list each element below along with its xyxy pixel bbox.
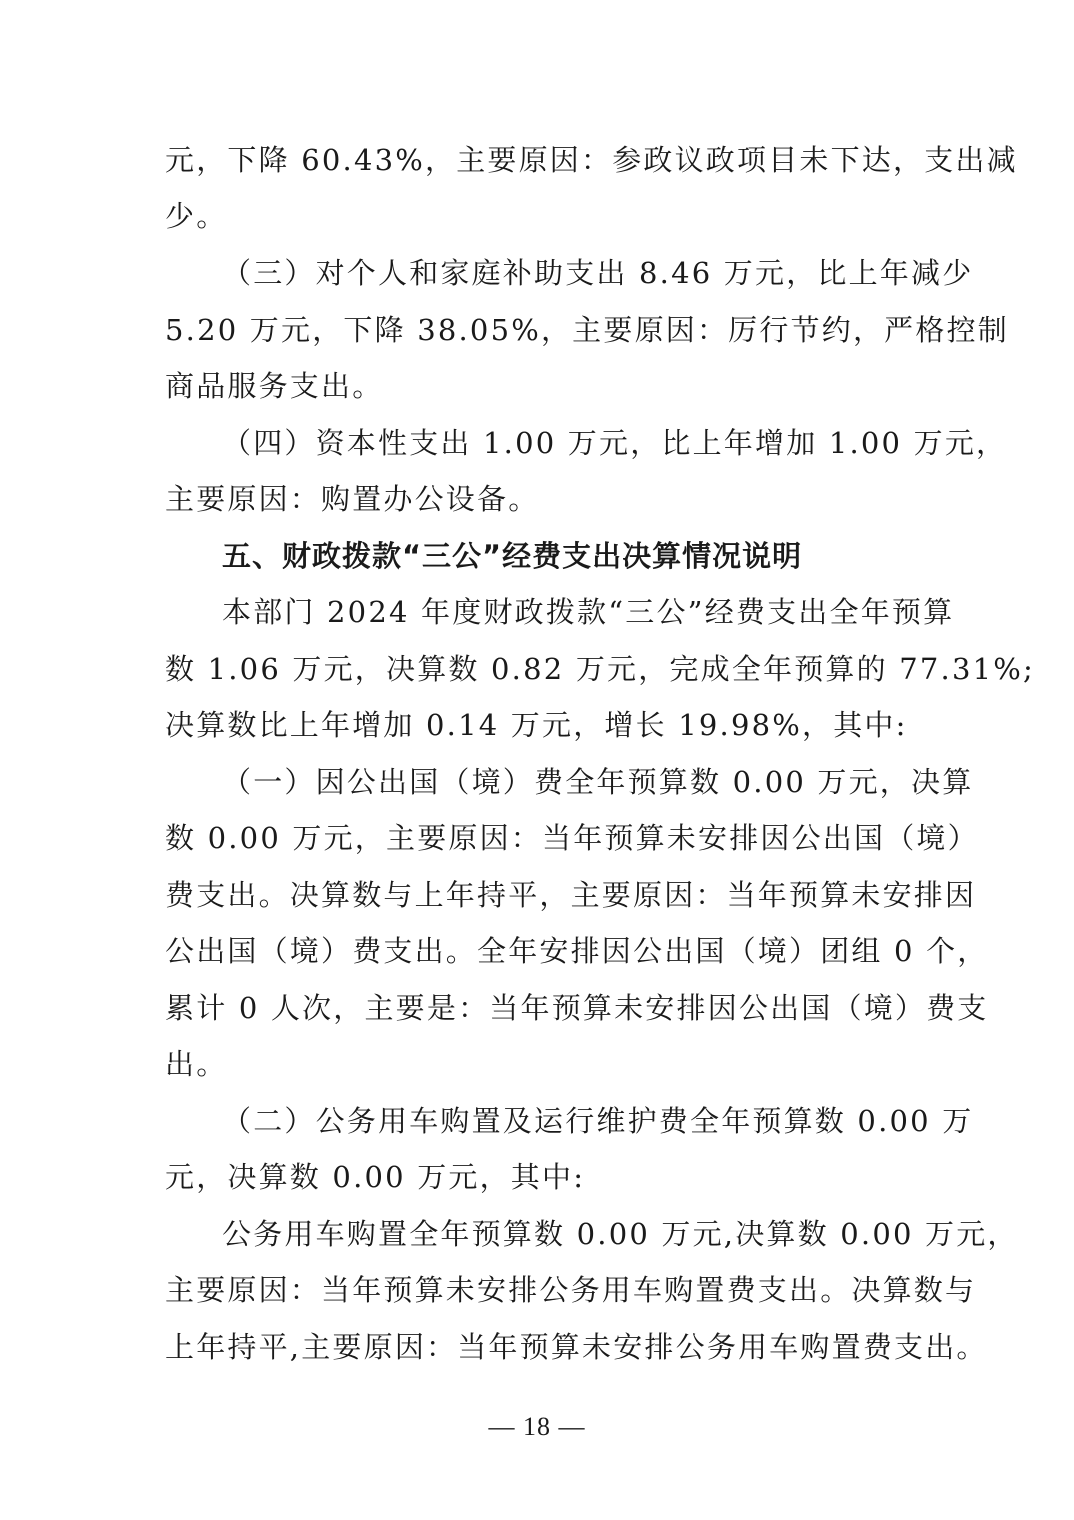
body-text-line: 元，下降 60.43%，主要原因：参政议政项目未下达，支出减 bbox=[165, 143, 1018, 177]
body-text-line: 本部门 2024 年度财政拨款“三公”经费支出全年预算 bbox=[222, 595, 955, 629]
body-text-line: 出。 bbox=[165, 1047, 228, 1081]
body-text-line: （一）因公出国（境）费全年预算数 0.00 万元，决算 bbox=[222, 765, 974, 799]
body-text-line: 决算数比上年增加 0.14 万元，增长 19.98%，其中: bbox=[165, 708, 908, 742]
body-text-line: 商品服务支出。 bbox=[165, 369, 384, 403]
page-number: — 18 — bbox=[488, 1412, 586, 1441]
body-text-line: （三）对个人和家庭补助支出 8.46 万元，比上年减少 bbox=[222, 256, 974, 290]
body-text-line: 公务用车购置全年预算数 0.00 万元,决算数 0.00 万元， bbox=[222, 1217, 1019, 1251]
body-text-line: （二）公务用车购置及运行维护费全年预算数 0.00 万 bbox=[222, 1104, 974, 1138]
body-text-line: 主要原因：购置办公设备。 bbox=[165, 482, 540, 516]
body-text-line: 费支出。决算数与上年持平，主要原因：当年预算未安排因 bbox=[165, 878, 977, 912]
body-text-line: 5.20 万元，下降 38.05%，主要原因：厉行节约，严格控制 bbox=[165, 313, 1009, 347]
body-text-line: 数 1.06 万元，决算数 0.82 万元，完成全年预算的 77.31%; bbox=[165, 652, 1035, 686]
body-text-line: 数 0.00 万元，主要原因：当年预算未安排因公出国（境） bbox=[165, 821, 979, 855]
body-text-line: 上年持平,主要原因：当年预算未安排公务用车购置费支出。 bbox=[165, 1330, 988, 1364]
body-text-line: （四）资本性支出 1.00 万元，比上年增加 1.00 万元， bbox=[222, 426, 1008, 460]
body-text-line: 公出国（境）费支出。全年安排因公出国（境）团组 0 个， bbox=[165, 934, 989, 968]
body-text-line: 累计 0 人次，主要是：当年预算未安排因公出国（境）费支 bbox=[165, 991, 989, 1025]
body-text-line: 主要原因：当年预算未安排公务用车购置费支出。决算数与 bbox=[165, 1273, 977, 1307]
section-heading: 五、财政拨款“三公”经费支出决算情况说明 bbox=[222, 539, 803, 573]
body-text-line: 少。 bbox=[165, 199, 228, 233]
body-text-line: 元，决算数 0.00 万元，其中: bbox=[165, 1160, 586, 1194]
